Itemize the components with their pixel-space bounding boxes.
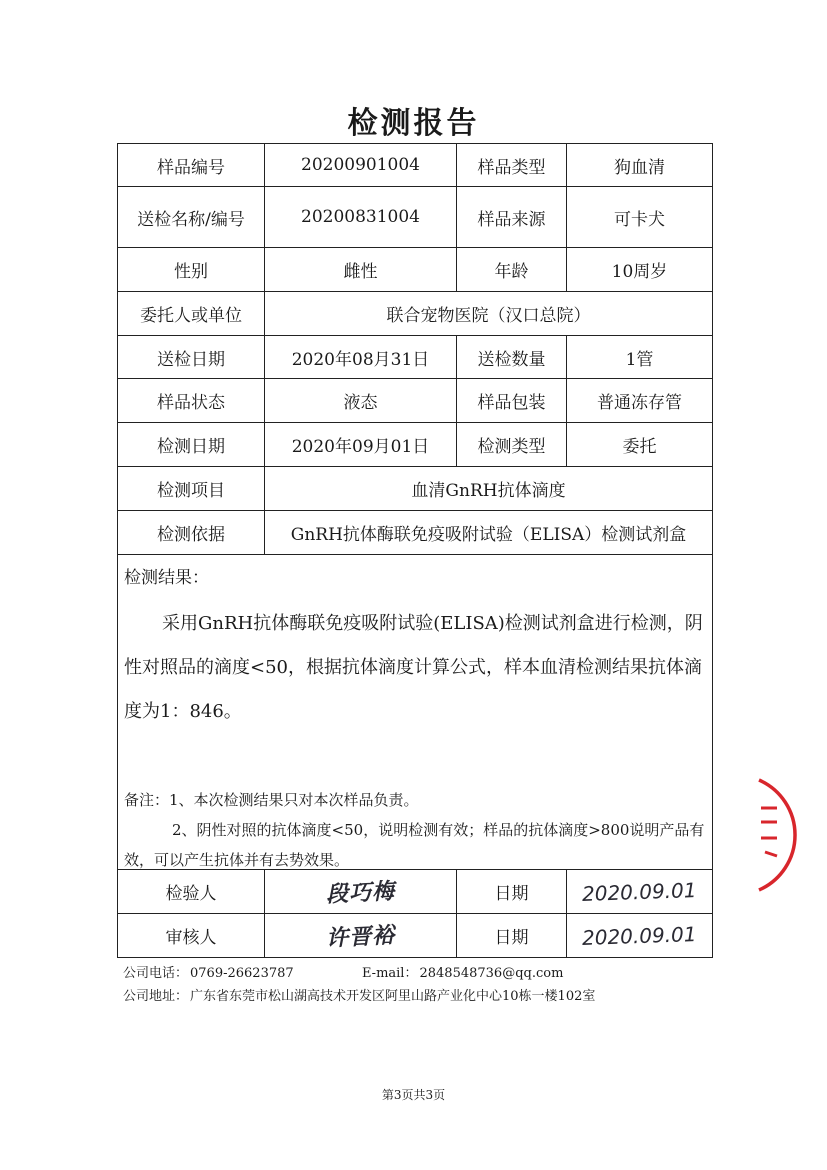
label-test-item: 检测项目 <box>118 467 265 511</box>
row-test-item <box>118 467 713 511</box>
label-submission-quantity: 送检数量 <box>457 336 567 379</box>
reviewer-date-cell <box>567 914 713 958</box>
address-value: 广东省东莞市松山湖高技术开发区阿里山路产业化中心10栋一楼102室 <box>190 989 596 1004</box>
company-seal-stamp <box>755 772 827 897</box>
value-test-type: 委托 <box>567 423 713 467</box>
label-sample-source: 样品来源 <box>457 187 567 248</box>
inspector-signature-cell <box>265 870 457 914</box>
stamp-ring <box>759 780 795 890</box>
label-sample-packaging: 样品包装 <box>457 379 567 423</box>
footer-address <box>123 985 595 1004</box>
value-sample-source: 可卡犬 <box>567 187 713 248</box>
row-reviewer <box>118 914 713 958</box>
value-submission-date: 2020年08月31日 <box>265 336 457 379</box>
row-sex <box>118 248 713 292</box>
reviewer-signature: 许晋裕 <box>325 923 396 952</box>
inspector-signature: 段巧梅 <box>325 879 396 908</box>
label-reviewer-date: 日期 <box>457 914 567 958</box>
row-test-date <box>118 423 713 467</box>
label-inspector: 检验人 <box>118 870 265 914</box>
email-label: E-mail： <box>361 966 418 981</box>
value-age: 10周岁 <box>567 248 713 292</box>
value-sample-number: 20200901004 <box>265 144 457 187</box>
label-test-date: 检测日期 <box>118 423 265 467</box>
value-sample-type: 狗血清 <box>567 144 713 187</box>
email-value: 2848548736@qq.com <box>419 966 564 981</box>
stamp-inner-mark <box>761 808 777 856</box>
row-sample-state <box>118 379 713 423</box>
address-label: 公司地址： <box>123 989 189 1004</box>
report-table <box>117 143 713 958</box>
row-inspector <box>118 870 713 914</box>
value-submission-quantity: 1管 <box>567 336 713 379</box>
reviewer-signature-cell <box>265 914 457 958</box>
label-client: 委托人或单位 <box>118 292 265 336</box>
remark-2: 2、阴性对照的抗体滴度<50，说明检测有效；样品的抗体滴度>800说明产品有效，可以产生抗体并有去势效果。 <box>124 821 705 869</box>
label-test-basis: 检测依据 <box>118 511 265 555</box>
label-sample-type: 样品类型 <box>457 144 567 187</box>
value-client: 联合宠物医院（汉口总院） <box>265 292 713 336</box>
value-test-basis: GnRH抗体酶联免疫吸附试验（ELISA）检测试剂盒 <box>265 511 713 555</box>
label-inspector-date: 日期 <box>457 870 567 914</box>
label-sample-state: 样品状态 <box>118 379 265 423</box>
reviewer-date: 2020.09.01 <box>581 921 698 950</box>
row-test-basis <box>118 511 713 555</box>
label-age: 年龄 <box>457 248 567 292</box>
row-submission-name <box>118 187 713 248</box>
result-text: 采用GnRH抗体酶联免疫吸附试验(ELISA)检测试剂盒进行检测，阴性对照品的滴度<50，根据抗体滴度计算公式，样本血清检测结果抗体滴度为1：846。 <box>124 613 703 722</box>
page-number: 第3页共3页 <box>381 1088 446 1102</box>
value-test-item: 血清GnRH抗体滴度 <box>265 467 713 511</box>
report-title: 检测报告 <box>347 106 480 141</box>
label-submission-name: 送检名称/编号 <box>118 187 265 248</box>
remarks <box>124 785 709 875</box>
value-sex: 雌性 <box>265 248 457 292</box>
result-heading: 检测结果： <box>124 568 209 588</box>
result-cell <box>118 555 713 870</box>
value-submission-name: 20200831004 <box>265 187 457 248</box>
value-sample-packaging: 普通冻存管 <box>567 379 713 423</box>
inspector-date-cell <box>567 870 713 914</box>
footer-contact <box>123 962 563 981</box>
label-sex: 性别 <box>118 248 265 292</box>
phone-label: 公司电话： <box>123 966 189 981</box>
phone-value: 0769-26623787 <box>190 966 294 981</box>
label-reviewer: 审核人 <box>118 914 265 958</box>
remark-1: 备注：1、本次检测结果只对本次样品负责。 <box>124 791 419 809</box>
value-test-date: 2020年09月01日 <box>265 423 457 467</box>
row-submission-date <box>118 336 713 379</box>
label-test-type: 检测类型 <box>457 423 567 467</box>
value-sample-state: 液态 <box>265 379 457 423</box>
label-sample-number: 样品编号 <box>118 144 265 187</box>
row-client <box>118 292 713 336</box>
label-submission-date: 送检日期 <box>118 336 265 379</box>
inspector-date: 2020.09.01 <box>581 877 698 906</box>
row-sample-number <box>118 144 713 187</box>
row-result <box>118 555 713 870</box>
